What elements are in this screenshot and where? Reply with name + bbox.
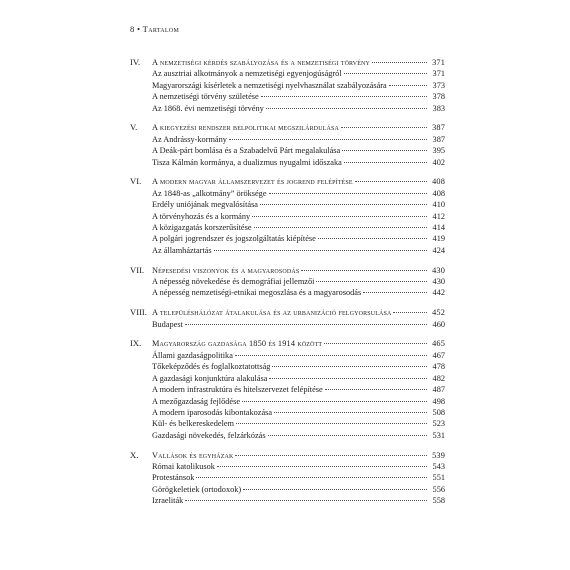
toc-subentry[interactable] — [152, 199, 445, 210]
toc-subentry[interactable] — [152, 319, 445, 330]
toc-section — [130, 57, 445, 114]
toc-entries — [152, 176, 445, 256]
toc-page-number: 410 — [432, 200, 445, 210]
dot-leader — [344, 73, 427, 74]
toc-entry-title: A nemzetiségi kérdés szabályozása és a nemzetiségi törvény — [152, 58, 370, 67]
toc-entry-title: Protestánsok — [152, 473, 195, 483]
toc-entries — [152, 57, 445, 114]
toc-page-number: 408 — [432, 177, 445, 187]
dot-leader — [325, 389, 427, 390]
toc-subentry[interactable] — [152, 91, 445, 102]
toc-section — [130, 307, 445, 330]
dot-leader — [214, 250, 427, 251]
toc-entry-title: Népesedési viszonyok és a magyarosodás — [152, 265, 300, 275]
toc-entry-title: A mezőgazdaság fejlődése — [152, 396, 241, 406]
toc-page-number: 387 — [432, 134, 445, 144]
dot-leader — [260, 204, 427, 205]
dot-leader — [324, 343, 427, 344]
toc-entry-title: A településhálózat átalakulása és az urbanizáció felgyorsulása — [152, 308, 392, 318]
dot-leader — [269, 378, 427, 379]
page-header: 8 • Tartalom — [130, 24, 180, 34]
toc-entry-title: Tisza Kálmán kormánya, a dualizmus nyugalmi időszaka — [152, 157, 342, 167]
toc-entry-title: A Deák-párt bomlása és a Szabadelvű Párt megalakulása — [152, 146, 341, 156]
toc-subentry[interactable] — [152, 233, 445, 244]
dot-leader — [389, 85, 427, 86]
toc-entry-title: A törvényhozás és a kormány — [152, 211, 251, 221]
chapter-number: X. — [130, 449, 139, 460]
chapter-number: IV. — [130, 57, 141, 67]
toc-subentry[interactable] — [152, 157, 445, 168]
toc-page-number: 373 — [432, 80, 445, 90]
dot-leader — [235, 455, 427, 456]
toc-page-number: 408 — [432, 188, 445, 198]
toc-page-number: 551 — [432, 473, 445, 483]
toc-subentry[interactable] — [152, 350, 445, 361]
dot-leader — [236, 423, 427, 424]
toc-page-number: 487 — [432, 385, 445, 395]
toc-entry-title: Vallások és egyházak — [152, 450, 234, 460]
dot-leader — [268, 435, 427, 436]
dot-leader — [196, 477, 427, 478]
toc-subentry[interactable] — [152, 222, 445, 233]
toc-subentry[interactable] — [152, 384, 445, 395]
dot-leader — [344, 162, 427, 163]
toc-subentry[interactable] — [152, 134, 445, 145]
toc-subentry[interactable] — [152, 407, 445, 418]
toc-page-number: 424 — [432, 245, 445, 255]
toc-entry-title: A népesség nemzetiségi-etnikai megoszlása és a magyarosodás — [152, 288, 362, 298]
dot-leader — [261, 96, 427, 97]
toc-section — [130, 122, 445, 168]
toc-subentry[interactable] — [152, 361, 445, 372]
chapter-number: VIII. — [130, 307, 147, 318]
toc-subentry[interactable] — [152, 461, 445, 472]
toc-page-number: 498 — [432, 396, 445, 406]
toc-page-number: 395 — [432, 146, 445, 156]
toc-page-number: 508 — [432, 407, 445, 417]
toc-section — [130, 265, 445, 299]
dot-leader — [372, 62, 427, 63]
toc-subentry[interactable] — [152, 472, 445, 483]
toc-entries — [152, 122, 445, 168]
toc-page-number: 419 — [432, 234, 445, 244]
dot-leader — [342, 150, 427, 151]
toc-entry-title: A nemzetiségi törvény születése — [152, 92, 259, 102]
toc-entries — [152, 450, 445, 507]
toc-page-number: 460 — [432, 319, 445, 329]
dot-leader — [355, 181, 427, 182]
dot-leader — [243, 489, 427, 490]
dot-leader — [229, 139, 427, 140]
dot-leader — [316, 281, 427, 282]
toc-page-number: 452 — [432, 308, 445, 318]
toc-subentry[interactable] — [152, 80, 445, 91]
toc-page-number: 412 — [432, 211, 445, 221]
toc-chapter-entry[interactable] — [152, 338, 445, 349]
toc-entry-title: A modern infrastruktúra és hitelszervezet felépítése — [152, 385, 323, 395]
toc-chapter-entry[interactable] — [152, 265, 445, 276]
toc-subentry[interactable] — [152, 103, 445, 114]
toc-page-number: 430 — [432, 265, 445, 275]
dot-leader — [393, 312, 427, 313]
dot-leader — [217, 466, 427, 467]
dot-leader — [363, 292, 427, 293]
toc-subentry[interactable] — [152, 484, 445, 495]
toc-subentry[interactable] — [152, 245, 445, 256]
dot-leader — [254, 227, 427, 228]
toc-entry-title: Budapest — [152, 319, 183, 329]
toc-subentry[interactable] — [152, 287, 445, 298]
toc-entry-title: Tőkeképződés és foglalkoztatottság — [152, 362, 271, 372]
toc-page-number: 430 — [432, 277, 445, 287]
toc-entry-title: Izraeliták — [152, 496, 184, 506]
toc-entry-title: Erdély uniójának megvalósítása — [152, 200, 258, 210]
toc-chapter-entry[interactable] — [152, 450, 445, 461]
toc-entry-title: A népesség növekedése és demográfiai jellemzői — [152, 277, 315, 287]
toc-chapter-entry[interactable] — [152, 307, 445, 318]
toc-entry-title: Római katolikusok — [152, 461, 215, 471]
chapter-number: V. — [130, 122, 138, 133]
toc-subentry[interactable] — [152, 430, 445, 441]
toc-subentry[interactable] — [152, 495, 445, 506]
dot-leader — [235, 355, 427, 356]
toc-page-number: 467 — [432, 350, 445, 360]
chapter-number: IX. — [130, 338, 142, 349]
toc-entries — [152, 307, 445, 330]
toc-page-number: 371 — [432, 69, 445, 79]
toc-page-number: 387 — [432, 123, 445, 133]
dot-leader — [266, 108, 427, 109]
toc-page-number: 414 — [432, 223, 445, 233]
toc-entry-title: Gazdasági növekedés, felzárkózás — [152, 430, 266, 440]
toc-section — [130, 176, 445, 256]
toc-entry-title: Az 1868. évi nemzetiségi törvény — [152, 103, 264, 113]
toc-entry-title: Az államháztartás — [152, 245, 212, 255]
toc-page-number: 478 — [432, 362, 445, 372]
toc-page-number: 556 — [432, 484, 445, 494]
toc-page-number: 371 — [432, 58, 445, 67]
dot-leader — [185, 500, 427, 501]
toc-page-number: 465 — [432, 339, 445, 349]
toc-page-number: 482 — [432, 373, 445, 383]
toc-chapter-entry[interactable] — [152, 176, 445, 187]
toc-page-number: 558 — [432, 496, 445, 506]
toc-subentry[interactable] — [152, 276, 445, 287]
toc-subentry[interactable] — [152, 418, 445, 429]
dot-leader — [272, 366, 427, 367]
dot-leader — [301, 270, 427, 271]
toc-entry-title: Az ausztriai alkotmányok a nemzetiségi egyenjogúságról — [152, 69, 342, 79]
toc-entry-title: Az Andrássy-kormány — [152, 134, 227, 144]
toc-page-number: 402 — [432, 157, 445, 167]
toc-subentry[interactable] — [152, 211, 445, 222]
toc-entry-title: A modern magyar államszervezet és jogrend felépítése — [152, 177, 353, 187]
toc-entry-title: Görögkeletiek (ortodoxok) — [152, 484, 242, 494]
toc-entries — [152, 265, 445, 299]
toc-subentry[interactable] — [152, 145, 445, 156]
toc-entry-title: A modern iparosodás kibontakozása — [152, 407, 273, 417]
toc-chapter-entry[interactable] — [152, 57, 445, 68]
toc-subentry[interactable] — [152, 396, 445, 407]
toc-page-number: 543 — [432, 461, 445, 471]
chapter-number: VI. — [130, 176, 142, 187]
toc-page-number: 442 — [432, 288, 445, 298]
toc-page-number: 378 — [432, 92, 445, 102]
toc-entry-title: Kül- és belkereskedelem — [152, 419, 235, 429]
dot-leader — [274, 412, 427, 413]
dot-leader — [185, 324, 427, 325]
toc-chapter-entry[interactable] — [152, 122, 445, 133]
toc-entry-title: A gazdasági konjunktúra alakulása — [152, 373, 268, 383]
dot-leader — [242, 401, 427, 402]
toc-page-number: 383 — [432, 103, 445, 113]
toc-entries — [152, 338, 445, 441]
toc-page-number: 539 — [432, 450, 445, 460]
toc-entry-title: A polgári jogrendszer és jogszolgáltatás kiépítése — [152, 234, 316, 244]
toc-subentry[interactable] — [152, 188, 445, 199]
dot-leader — [269, 193, 427, 194]
toc-page-number: 523 — [432, 419, 445, 429]
toc-section — [130, 338, 445, 441]
chapter-number: VII. — [130, 264, 145, 275]
toc-section — [130, 450, 445, 507]
toc-entry-title: A kiegyezési rendszer belpolitikai megszilárdulása — [152, 123, 339, 133]
dot-leader — [341, 127, 427, 128]
toc-subentry[interactable] — [152, 373, 445, 384]
toc-subentry[interactable] — [152, 68, 445, 79]
toc-entry-title: Magyarország gazdasága 1850 és 1914 között — [152, 339, 323, 349]
toc-page-number: 531 — [432, 430, 445, 440]
dot-leader — [318, 238, 427, 239]
toc-entry-title: A közigazgatás korszerűsítése — [152, 223, 252, 233]
toc-entry-title: Az 1848-as „alkotmány” öröksége — [152, 188, 267, 198]
toc-entry-title: Magyarországi kísérletek a nemzetiségi nyelvhasználat szabályozására — [152, 80, 387, 90]
dot-leader — [252, 216, 427, 217]
table-of-contents — [130, 57, 445, 515]
toc-entry-title: Állami gazdaságpolitika — [152, 350, 233, 360]
